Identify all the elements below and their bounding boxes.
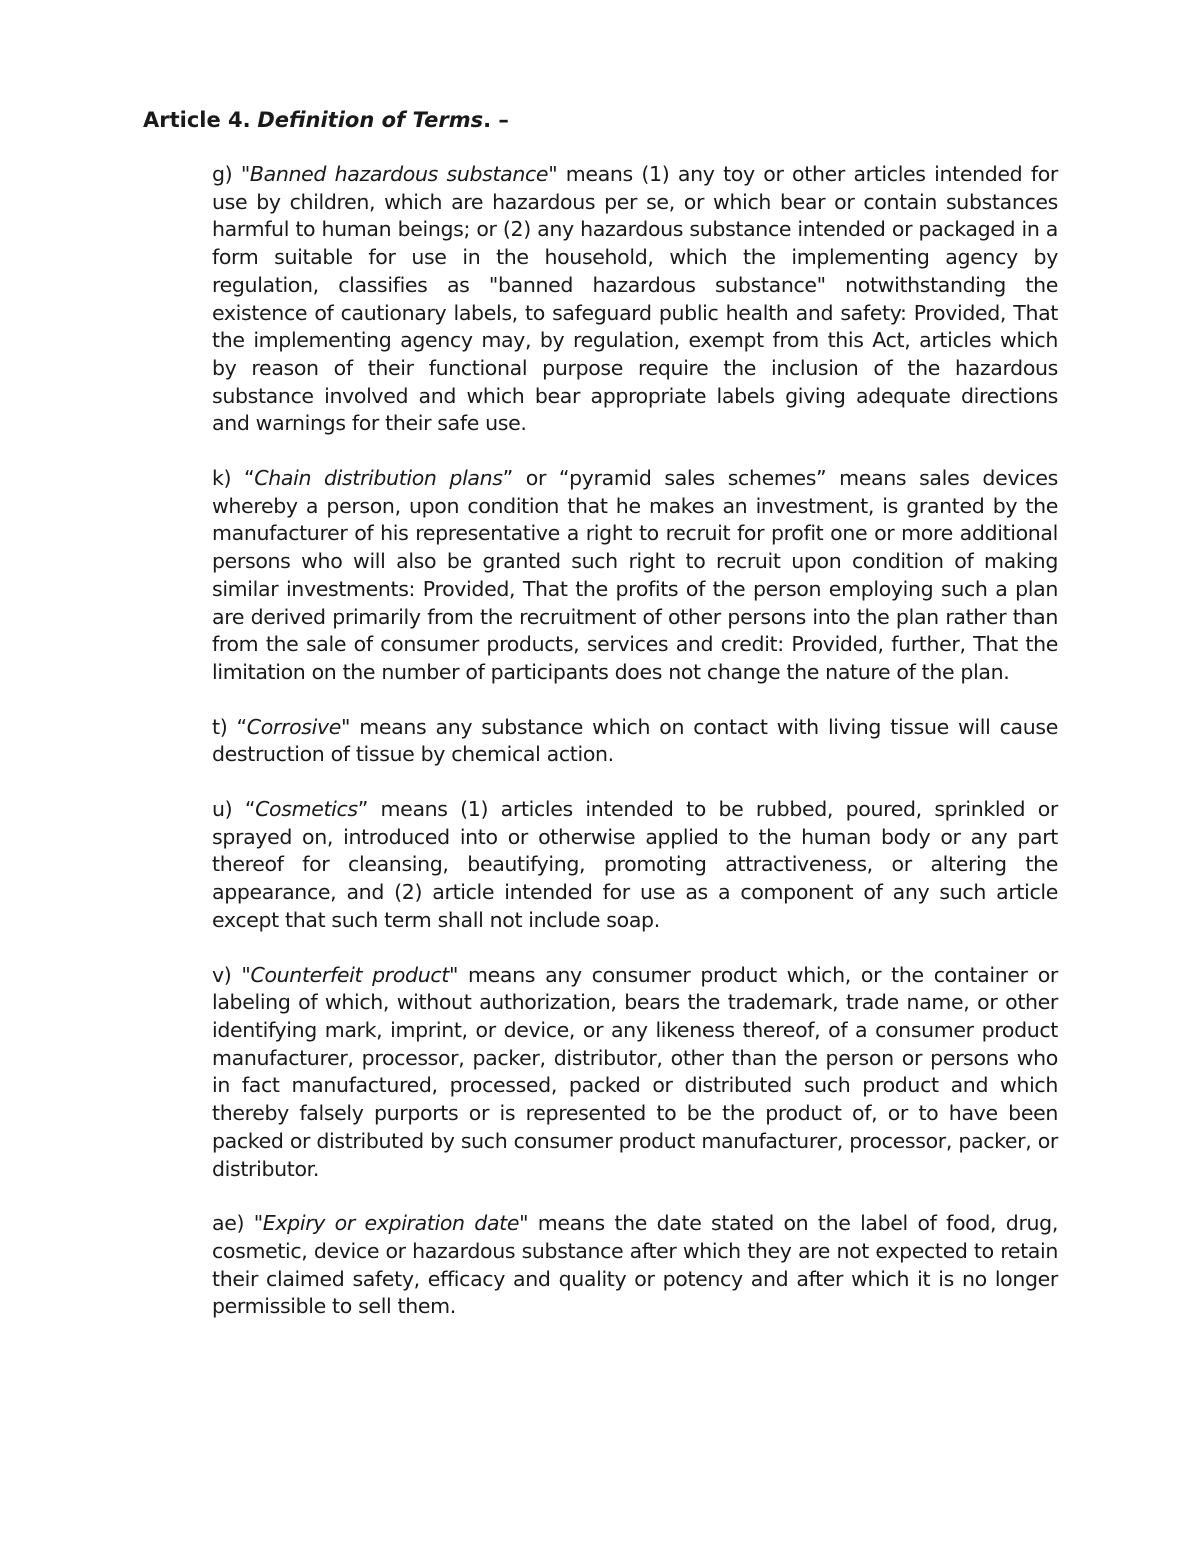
article-title: Definition of Terms (257, 108, 484, 132)
article-heading (143, 106, 509, 134)
definition-marker: u) “ (212, 797, 256, 822)
definition-term-close: " (519, 1211, 529, 1236)
definition-marker: v) " (212, 962, 251, 987)
definition-marker: t) “ (212, 714, 247, 739)
definition-term: Expiry or expiration date (262, 1211, 520, 1236)
definition-text: means the date stated on the label of food, drug, cosmetic, device or hazardous substance after which they are not expected to retain their claimed safety, efficacy and quality or potency and after which it is no longer permissible to sell them. (212, 1211, 1059, 1319)
definition-term-close: ” (502, 466, 513, 491)
definition-term: Counterfeit product (250, 962, 449, 987)
definition-marker: g) " (212, 162, 250, 186)
definition-paragraph (212, 161, 1058, 438)
definition-term: Banned hazardous substance (249, 162, 549, 186)
definition-text: means (1) any toy or other articles intended for use by children, which are hazardous per se, or which bear or contain substances harmful to human beings; or (2) any hazardous substance intended or packaged in a form suitable for use in the household, which the implementing agency by regulation, classifies as "banned hazardous substance" notwithstanding the existence of cautionary labels, to safeguard public health and safety: Provided, That the implementing agency may, by regulation, exempt from this Act, articles which by reason of their functional purpose require the inclusion of the hazardous substance involved and which bear appropriate labels giving adequate directions and warnings for their safe use. (212, 162, 1058, 436)
definition-paragraph (212, 962, 1058, 1184)
definition-paragraph (212, 465, 1058, 687)
article-heading-trailer: . – (483, 108, 509, 132)
definition-term: Corrosive (246, 714, 342, 739)
definitions-list (212, 161, 1058, 1348)
definition-text: means (1) articles intended to be rubbed, poured, sprinkled or sprayed on, introduced into or otherwise applied to the human body or any part thereof for cleansing, beautifying, promoting attractiveness, or altering the appearance, and (2) article intended for use as a component of any such article except that such term shall not include soap. (212, 797, 1058, 932)
definition-term-close: ” (357, 797, 369, 822)
definition-term: Chain distribution plans (254, 466, 503, 491)
definition-text: means any consumer product which, or the container or labeling of which, without authorization, bears the trademark, trade name, or other identifying mark, imprint, or device, or any likeness thereof, of a consumer product manufacturer, processor, packer, distributor, other than the person or persons who in fact manufactured, processed, packed or distributed such product and which thereby falsely purports or is represented to be the product of, or to have been packed or distributed by such consumer product manufacturer, processor, packer, or distributor. (212, 962, 1058, 1181)
definition-marker: ae) " (212, 1211, 263, 1236)
definition-marker: k) “ (212, 466, 255, 491)
article-number: Article 4. (143, 108, 251, 132)
definition-paragraph (212, 796, 1058, 935)
definition-paragraph (212, 714, 1058, 769)
definition-text: means any substance which on contact with living tissue will cause destruction of tissue by chemical action. (212, 714, 1058, 767)
definition-term-close: " (548, 162, 558, 186)
definition-term-close: " (341, 714, 351, 739)
definition-term-close: " (448, 962, 459, 987)
definition-paragraph (212, 1210, 1058, 1321)
definition-text: or “pyramid sales schemes” means sales devices whereby a person, upon condition that he makes an investment, is granted by the manufacturer of his representative a right to recruit for profit one or more additional persons who will also be granted such right to recruit upon condition of making similar investments: Provided, That the profits of the person employing such a plan are derived primarily from the recruitment of other persons into the plan rather than from the sale of consumer products, services and credit: Provided, further, That the limitation on the number of participants does not change the nature of the plan. (212, 466, 1058, 684)
definition-term: Cosmetics (255, 797, 358, 822)
